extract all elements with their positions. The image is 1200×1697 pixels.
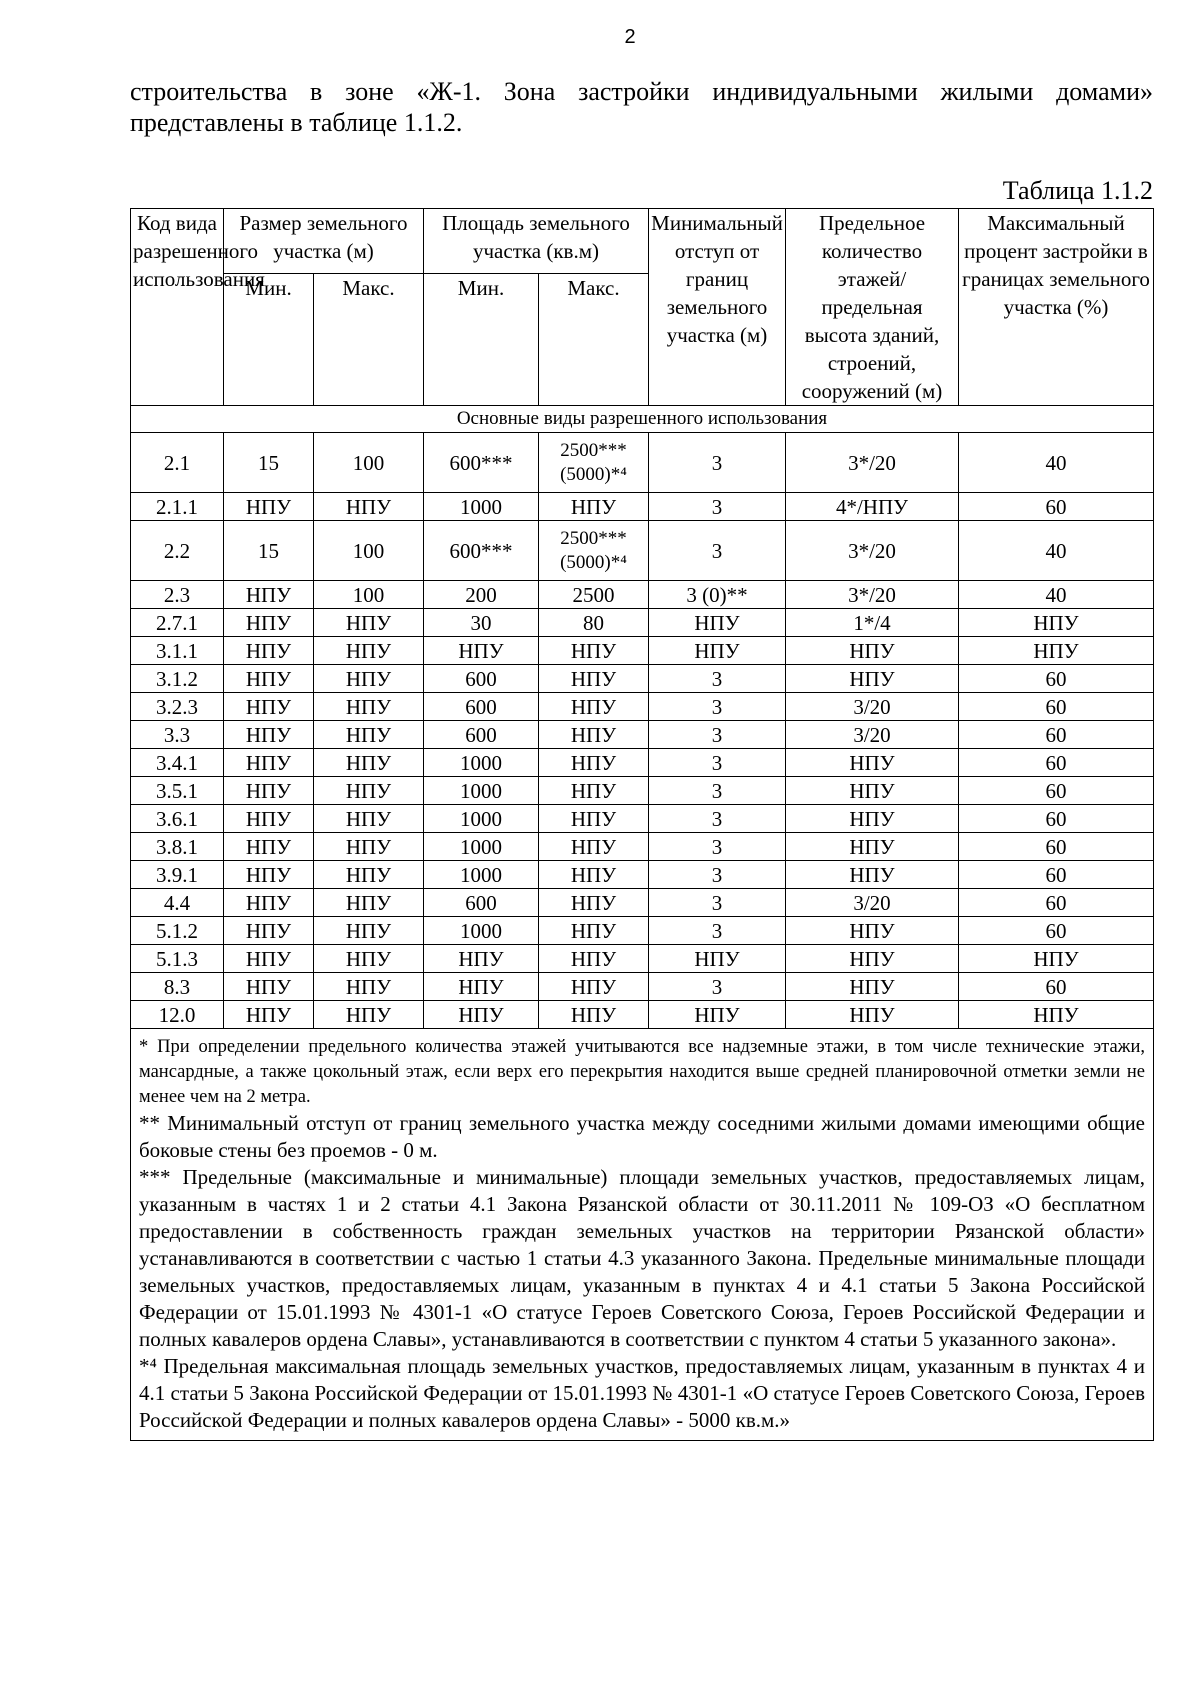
cell-code: 3.2.3 <box>131 693 224 721</box>
cell-area-min: 600 <box>424 889 539 917</box>
table-row <box>131 665 1154 693</box>
table-row <box>131 861 1154 889</box>
table-row <box>131 1001 1154 1029</box>
cell-code: 12.0 <box>131 1001 224 1029</box>
cell-size-max: НПУ <box>314 749 424 777</box>
intro-paragraph: строительства в зоне «Ж-1. Зона застройки индивидуальными жилыми домами» представлены в таблице 1.1.2. <box>130 77 1153 137</box>
table-row <box>131 721 1154 749</box>
cell-area-min: 1000 <box>424 749 539 777</box>
cell-area-max: 80 <box>539 609 649 637</box>
cell-coverage: 60 <box>959 693 1154 721</box>
cell-setback: НПУ <box>649 609 786 637</box>
footnotes <box>131 1029 1154 1441</box>
header-code: Код вида разрешенного использования <box>131 209 224 406</box>
cell-code: 3.4.1 <box>131 749 224 777</box>
cell-setback: 3 <box>649 721 786 749</box>
cell-size-max: НПУ <box>314 637 424 665</box>
cell-area-max <box>539 521 649 581</box>
cell-coverage: 60 <box>959 749 1154 777</box>
table-row <box>131 777 1154 805</box>
cell-area-min: 600*** <box>424 521 539 581</box>
cell-area-max: НПУ <box>539 833 649 861</box>
cell-size-max: НПУ <box>314 693 424 721</box>
cell-size-min: НПУ <box>224 777 314 805</box>
cell-floors: 3*/20 <box>786 433 959 493</box>
cell-size-min: НПУ <box>224 665 314 693</box>
cell-setback: 3 <box>649 521 786 581</box>
cell-floors: 3/20 <box>786 693 959 721</box>
cell-area-max: НПУ <box>539 693 649 721</box>
cell-size-max: НПУ <box>314 917 424 945</box>
cell-coverage: НПУ <box>959 945 1154 973</box>
cell-setback: 3 <box>649 973 786 1001</box>
regulations-table <box>130 208 1154 1441</box>
cell-area-max: НПУ <box>539 665 649 693</box>
cell-size-min: НПУ <box>224 917 314 945</box>
cell-size-max: 100 <box>314 433 424 493</box>
cell-coverage: НПУ <box>959 637 1154 665</box>
cell-size-min: НПУ <box>224 861 314 889</box>
cell-floors: НПУ <box>786 637 959 665</box>
cell-area-min: НПУ <box>424 973 539 1001</box>
header-floors: Предельное количество этажей/ предельная высота зданий, строений, сооружений (м) <box>786 209 959 406</box>
cell-size-max: НПУ <box>314 777 424 805</box>
cell-size-min: 15 <box>224 433 314 493</box>
cell-size-max: НПУ <box>314 889 424 917</box>
header-size-max: Макс. <box>314 274 424 406</box>
cell-area-max: НПУ <box>539 749 649 777</box>
cell-area-min: 1000 <box>424 917 539 945</box>
cell-area-max: 2500 <box>539 581 649 609</box>
cell-area-min: 600 <box>424 665 539 693</box>
cell-floors: НПУ <box>786 749 959 777</box>
table-row <box>131 945 1154 973</box>
table-row <box>131 889 1154 917</box>
cell-code: 2.7.1 <box>131 609 224 637</box>
table-row <box>131 493 1154 521</box>
cell-floors: 3*/20 <box>786 521 959 581</box>
cell-area-max: НПУ <box>539 945 649 973</box>
cell-size-max: НПУ <box>314 721 424 749</box>
cell-area-min: 30 <box>424 609 539 637</box>
cell-size-min: НПУ <box>224 805 314 833</box>
cell-size-min: НПУ <box>224 721 314 749</box>
cell-multiline-text: 2500*** (5000)*⁴ <box>560 439 627 485</box>
header-coverage: Максимальный процент застройки в границах земельного участка (%) <box>959 209 1154 406</box>
header-area-min: Мин. <box>424 274 539 406</box>
cell-floors: НПУ <box>786 833 959 861</box>
table-row <box>131 749 1154 777</box>
cell-coverage: 60 <box>959 861 1154 889</box>
cell-area-min: 600 <box>424 693 539 721</box>
cell-code: 2.3 <box>131 581 224 609</box>
cell-area-max: НПУ <box>539 721 649 749</box>
cell-area-min: 1000 <box>424 493 539 521</box>
table-row <box>131 581 1154 609</box>
cell-size-min: НПУ <box>224 1001 314 1029</box>
header-size-min: Мин. <box>224 274 314 406</box>
cell-area-min: 600 <box>424 721 539 749</box>
cell-floors: НПУ <box>786 917 959 945</box>
cell-area-min: НПУ <box>424 1001 539 1029</box>
cell-area-max: НПУ <box>539 973 649 1001</box>
cell-coverage: 40 <box>959 433 1154 493</box>
cell-coverage: 60 <box>959 917 1154 945</box>
footnote-3: *** Предельные (максимальные и минимальные) площади земельных участков, предоставляемых лицам, указанным в частях 1 и 2 статьи 4.1 Закона Рязанской области от 30.11.2011 № 109-ОЗ «О бесплатном предоставлении в собственность граждан земельных участков на территории Рязанской области» устанавливаются в соответствии с частью 1 статьи 4.3 указанного Закона. Предельные минимальные площади земельных участков, предоставляемых лицам, указанным в пунктах 4 и 4.1 статьи 5 Закона Российской Федерации от 15.01.1993 № 4301-1 «О статусе Героев Советского Союза, Героев Российской Федерации и полных кавалеров ордена Славы», устанавливаются в соответствии с пунктом 4 статьи 5 указанного закона». <box>139 1165 1145 1351</box>
cell-size-min: НПУ <box>224 609 314 637</box>
cell-coverage: НПУ <box>959 1001 1154 1029</box>
cell-setback: 3 <box>649 433 786 493</box>
cell-coverage: 60 <box>959 493 1154 521</box>
page-number: 2 <box>624 26 636 48</box>
cell-code: 8.3 <box>131 973 224 1001</box>
cell-code: 2.1.1 <box>131 493 224 521</box>
cell-floors: 4*/НПУ <box>786 493 959 521</box>
cell-coverage: 40 <box>959 581 1154 609</box>
cell-size-max: 100 <box>314 521 424 581</box>
cell-setback: 3 <box>649 693 786 721</box>
cell-size-min: НПУ <box>224 945 314 973</box>
section-title: Основные виды разрешенного использования <box>131 406 1154 433</box>
footnote-4: *⁴ Предельная максимальная площадь земельных участков, предоставляемых лицам, указанным в пунктах 4 и 4.1 статьи 5 Закона Российской Федерации от 15.01.1993 № 4301-1 «О статусе Героев Советского Союза, Героев Российской Федерации и полных кавалеров ордена Славы» - 5000 кв.м.» <box>139 1354 1145 1432</box>
cell-size-min: НПУ <box>224 973 314 1001</box>
cell-area-min: 200 <box>424 581 539 609</box>
cell-size-max: НПУ <box>314 493 424 521</box>
cell-setback: НПУ <box>649 637 786 665</box>
cell-size-max: НПУ <box>314 609 424 637</box>
cell-code: 3.6.1 <box>131 805 224 833</box>
cell-size-max: НПУ <box>314 945 424 973</box>
cell-size-min: НПУ <box>224 833 314 861</box>
cell-size-min: НПУ <box>224 493 314 521</box>
header-plot-area: Площадь земельного участка (кв.м) <box>424 209 649 274</box>
header-area-max: Макс. <box>539 274 649 406</box>
cell-area-max: НПУ <box>539 1001 649 1029</box>
cell-area-max: НПУ <box>539 777 649 805</box>
table-row <box>131 833 1154 861</box>
cell-coverage: 60 <box>959 777 1154 805</box>
table-caption: Таблица 1.1.2 <box>1002 176 1153 205</box>
cell-setback: НПУ <box>649 1001 786 1029</box>
cell-area-min: 600*** <box>424 433 539 493</box>
cell-floors: НПУ <box>786 1001 959 1029</box>
footnote-2: ** Минимальный отступ от границ земельного участка между соседними жилыми домами имеющими общие боковые стены без проемов - 0 м. <box>139 1111 1145 1162</box>
cell-floors: 3/20 <box>786 721 959 749</box>
cell-size-max: НПУ <box>314 973 424 1001</box>
cell-coverage: 60 <box>959 665 1154 693</box>
cell-size-max: НПУ <box>314 833 424 861</box>
cell-size-min: НПУ <box>224 749 314 777</box>
cell-setback: 3 <box>649 889 786 917</box>
cell-code: 3.1.2 <box>131 665 224 693</box>
cell-area-min: НПУ <box>424 637 539 665</box>
cell-area-min: 1000 <box>424 805 539 833</box>
header-plot-size: Размер земельного участка (м) <box>224 209 424 274</box>
cell-coverage: 60 <box>959 889 1154 917</box>
cell-floors: НПУ <box>786 861 959 889</box>
cell-area-max: НПУ <box>539 493 649 521</box>
cell-area-max: НПУ <box>539 861 649 889</box>
cell-size-min: НПУ <box>224 693 314 721</box>
header-setback: Минимальный отступ от границ земельного участка (м) <box>649 209 786 406</box>
cell-floors: НПУ <box>786 973 959 1001</box>
table-row <box>131 917 1154 945</box>
cell-size-max: НПУ <box>314 861 424 889</box>
cell-coverage: 60 <box>959 805 1154 833</box>
cell-code: 3.9.1 <box>131 861 224 889</box>
cell-setback: 3 <box>649 777 786 805</box>
cell-size-min: НПУ <box>224 637 314 665</box>
cell-floors: НПУ <box>786 777 959 805</box>
cell-area-min: 1000 <box>424 833 539 861</box>
cell-area-min: 1000 <box>424 861 539 889</box>
table-row <box>131 637 1154 665</box>
cell-setback: 3 <box>649 917 786 945</box>
cell-size-min: НПУ <box>224 581 314 609</box>
cell-area-min: НПУ <box>424 945 539 973</box>
cell-area-max: НПУ <box>539 917 649 945</box>
cell-floors: НПУ <box>786 665 959 693</box>
table-row <box>131 609 1154 637</box>
footnote-1: * При определении предельного количества этажей учитываются все надземные этажи, в том числе технические этажи, мансардные, а также цокольный этаж, если верх его перекрытия находится выше средней планировочной отметки земли не менее чем на 2 метра. <box>139 1037 1145 1107</box>
cell-coverage: 40 <box>959 521 1154 581</box>
cell-size-max: НПУ <box>314 1001 424 1029</box>
cell-coverage: 60 <box>959 973 1154 1001</box>
cell-setback: 3 <box>649 665 786 693</box>
cell-size-max: НПУ <box>314 665 424 693</box>
cell-code: 3.5.1 <box>131 777 224 805</box>
cell-setback: 3 <box>649 493 786 521</box>
cell-code: 5.1.2 <box>131 917 224 945</box>
cell-size-max: НПУ <box>314 805 424 833</box>
cell-setback: НПУ <box>649 945 786 973</box>
cell-area-max <box>539 433 649 493</box>
table-row <box>131 973 1154 1001</box>
cell-code: 4.4 <box>131 889 224 917</box>
cell-area-min: 1000 <box>424 777 539 805</box>
cell-setback: 3 <box>649 833 786 861</box>
cell-area-max: НПУ <box>539 805 649 833</box>
cell-setback: 3 <box>649 805 786 833</box>
cell-code: 3.1.1 <box>131 637 224 665</box>
table-row <box>131 433 1154 493</box>
table-row <box>131 805 1154 833</box>
cell-area-max: НПУ <box>539 637 649 665</box>
cell-floors: 3/20 <box>786 889 959 917</box>
table-row <box>131 693 1154 721</box>
cell-size-min: НПУ <box>224 889 314 917</box>
cell-code: 5.1.3 <box>131 945 224 973</box>
cell-setback: 3 (0)** <box>649 581 786 609</box>
cell-code: 2.1 <box>131 433 224 493</box>
cell-size-max: 100 <box>314 581 424 609</box>
cell-coverage: 60 <box>959 833 1154 861</box>
cell-floors: НПУ <box>786 805 959 833</box>
cell-size-min: 15 <box>224 521 314 581</box>
cell-floors: 3*/20 <box>786 581 959 609</box>
cell-code: 3.3 <box>131 721 224 749</box>
cell-coverage: НПУ <box>959 609 1154 637</box>
cell-multiline-text: 2500*** (5000)*⁴ <box>560 527 627 573</box>
cell-coverage: 60 <box>959 721 1154 749</box>
cell-setback: 3 <box>649 749 786 777</box>
cell-floors: 1*/4 <box>786 609 959 637</box>
cell-code: 3.8.1 <box>131 833 224 861</box>
cell-setback: 3 <box>649 861 786 889</box>
cell-floors: НПУ <box>786 945 959 973</box>
cell-area-max: НПУ <box>539 889 649 917</box>
cell-code: 2.2 <box>131 521 224 581</box>
table-row <box>131 521 1154 581</box>
